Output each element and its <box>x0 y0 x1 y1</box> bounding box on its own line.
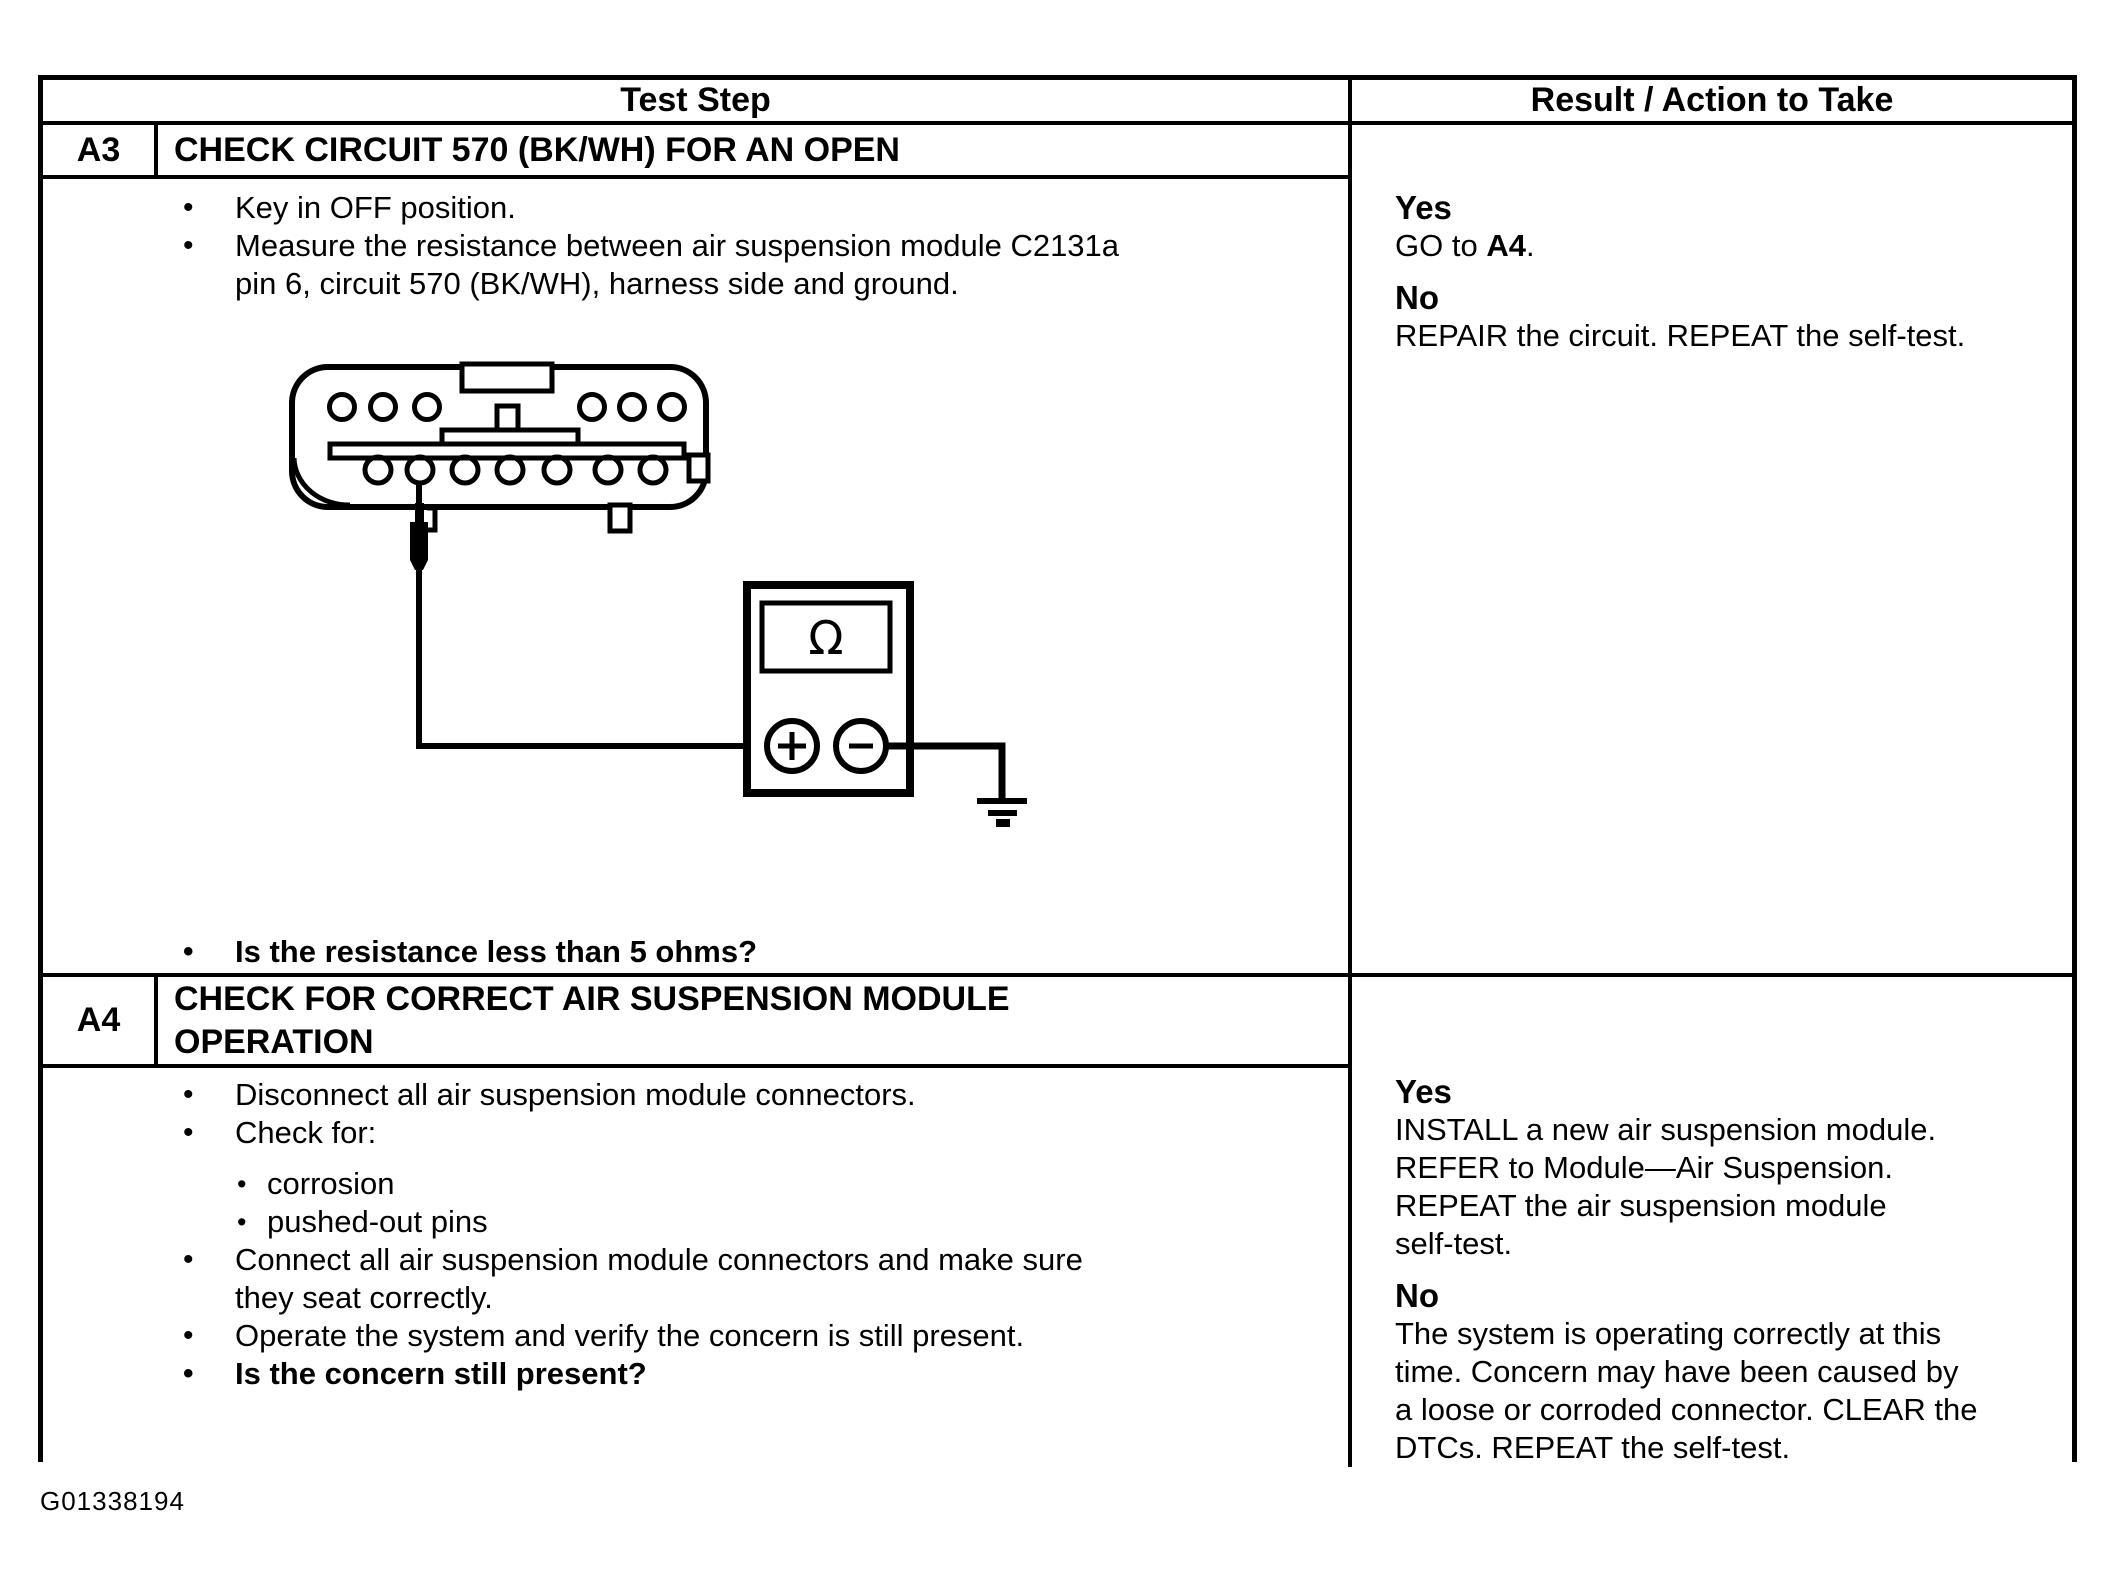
result-yes-action <box>1395 227 2052 265</box>
bullet-text: Key in OFF position. <box>235 190 516 225</box>
step-a3-result-cell <box>1348 125 2072 977</box>
bullet-icon: • <box>183 935 194 968</box>
sub-bullet-text: corrosion <box>267 1166 395 1201</box>
connector-pin <box>660 395 685 420</box>
connector-top-tab <box>462 364 552 391</box>
step-a4-question: Is the concern still present? <box>235 1356 647 1391</box>
bullet-text-line: pin 6, circuit 570 (BK/WH), harness side and ground. <box>235 266 959 301</box>
result-yes-action-line: INSTALL a new air suspension module. <box>1395 1112 1937 1147</box>
step-a4-cell <box>43 977 1348 1467</box>
list-item <box>183 1241 1338 1317</box>
step-a3-bullet-list <box>43 179 1348 303</box>
probe-body <box>410 522 428 570</box>
sub-list-item <box>237 1203 1338 1241</box>
connector-pin <box>595 457 621 483</box>
step-a3-body <box>43 179 1348 1027</box>
step-a3-question: Is the resistance less than 5 ohms? <box>235 934 758 969</box>
step-a4-title <box>158 977 1348 1064</box>
connector-pin <box>544 457 570 483</box>
result-no-action-line: The system is operating correctly at this <box>1395 1316 1942 1351</box>
result-no-action-line: time. Concern may have been caused by <box>1395 1354 1959 1389</box>
result-no-label: No <box>1395 1277 1439 1314</box>
step-a4-bullet-list <box>43 1068 1348 1393</box>
connector-bottom-tab <box>610 505 630 531</box>
list-item-question <box>183 933 757 971</box>
list-item <box>183 189 1338 227</box>
sub-bullet-text: pushed-out pins <box>267 1204 488 1239</box>
connector-pin <box>640 457 666 483</box>
bullet-text-line: Measure the resistance between air suspension module C2131a <box>235 228 1120 263</box>
result-no-label: No <box>1395 279 1439 316</box>
bullet-text-line: they seat correctly. <box>235 1280 493 1315</box>
pinpoint-test-table <box>38 75 2077 1465</box>
list-item-question <box>183 1355 1338 1393</box>
list-item <box>183 1114 1338 1152</box>
connector-pin-6 <box>407 457 433 483</box>
sub-list-item <box>237 1165 1338 1203</box>
check-for-sublist <box>237 1165 1338 1241</box>
bullet-icon: • <box>183 229 194 262</box>
step-a3-header <box>43 125 1348 179</box>
omega-symbol: Ω <box>808 611 844 665</box>
step-a4-title-line: OPERATION <box>174 1022 374 1061</box>
bullet-icon: • <box>183 1116 194 1149</box>
step-a3-title <box>158 125 1348 175</box>
bullet-text: Disconnect all air suspension module connectors. <box>235 1077 916 1112</box>
result-no-action-line: a loose or corroded connector. CLEAR the <box>1395 1392 1978 1427</box>
bullet-text-line: Connect all air suspension module connectors and make sure <box>235 1242 1083 1277</box>
result-yes-action-target: A4 <box>1486 228 1526 263</box>
ground-icon <box>977 801 1027 823</box>
figure-id: G01338194 <box>40 1486 185 1516</box>
bullet-text <box>235 227 1338 303</box>
step-a4-title-line: CHECK FOR CORRECT AIR SUSPENSION MODULE <box>174 979 1010 1018</box>
step-a4-result <box>1352 977 2072 1467</box>
connector-multimeter-diagram <box>280 358 1040 844</box>
step-a4-header <box>43 977 1348 1068</box>
step-a3-cell <box>43 125 1348 977</box>
step-a4-label: A4 <box>43 977 158 1064</box>
bullet-text: Operate the system and verify the concern is still present. <box>235 1318 1025 1353</box>
connector-right-notch <box>689 455 708 481</box>
result-no-action-line: DTCs. REPEAT the self-test. <box>1395 1430 1791 1465</box>
list-item <box>183 1076 1338 1114</box>
result-yes-action-prefix: GO to <box>1395 228 1487 263</box>
bullet-icon: • <box>183 191 194 224</box>
bullet-text <box>235 1241 1338 1317</box>
connector-pin <box>620 395 645 420</box>
result-no-action: REPAIR the circuit. REPEAT the self-test. <box>1395 318 1966 353</box>
result-yes-action-line: REPEAT the air suspension module <box>1395 1188 1887 1223</box>
result-yes-label: Yes <box>1395 189 1452 226</box>
connector-pin <box>497 457 523 483</box>
connector-pin <box>371 395 396 420</box>
result-yes-action-suffix: . <box>1525 228 1535 263</box>
result-yes-action-line: self-test. <box>1395 1226 1513 1261</box>
list-item <box>183 1317 1338 1355</box>
connector-pin <box>330 395 355 420</box>
bullet-icon: • <box>237 1169 247 1199</box>
connector-left-bracket <box>427 508 435 530</box>
column-header-test-step: Test Step <box>43 80 1348 125</box>
connector-pin <box>365 457 391 483</box>
probe-tip <box>415 503 424 525</box>
connector-pin <box>452 457 478 483</box>
bullet-icon: • <box>183 1319 194 1352</box>
bullet-icon: • <box>237 1207 247 1237</box>
column-header-result-action: Result / Action to Take <box>1348 80 2072 125</box>
test-lead-wire <box>419 483 770 746</box>
step-a3-label: A3 <box>43 125 158 175</box>
connector-pin <box>415 395 440 420</box>
step-a3-result <box>1352 125 2072 355</box>
bullet-icon: • <box>183 1357 194 1390</box>
bullet-icon: • <box>183 1243 194 1276</box>
result-yes-label: Yes <box>1395 1073 1452 1110</box>
step-a4-body <box>43 1068 1348 1558</box>
bullet-icon: • <box>183 1078 194 1111</box>
list-item <box>183 227 1338 303</box>
result-yes-action-line: REFER to Module—Air Suspension. <box>1395 1150 1893 1185</box>
connector-pin <box>580 395 605 420</box>
step-a4-result-cell <box>1348 977 2072 1467</box>
bullet-text: Check for: <box>235 1115 377 1150</box>
step-a3-title-text: CHECK CIRCUIT 570 (BK/WH) FOR AN OPEN <box>174 130 900 169</box>
